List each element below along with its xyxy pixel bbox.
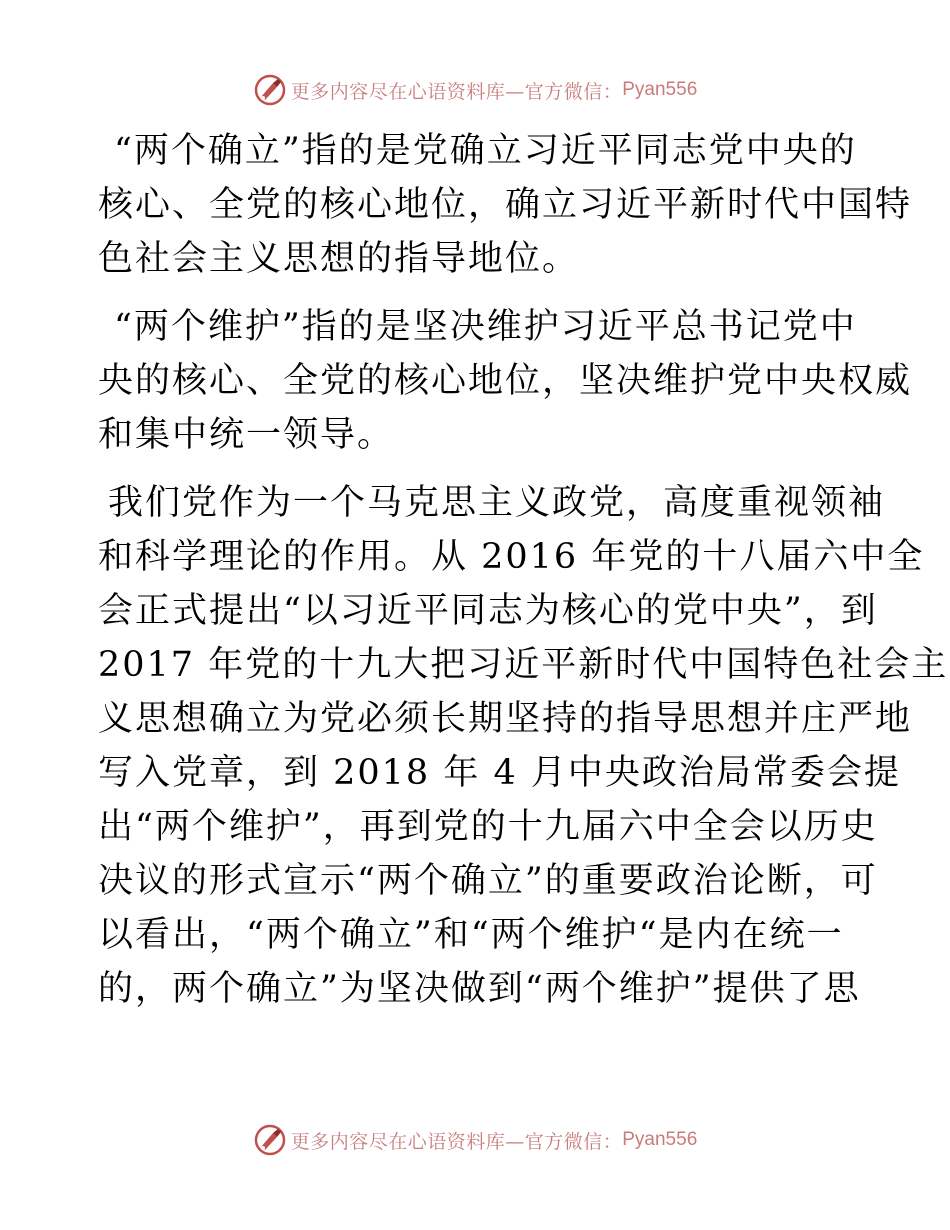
- pen-logo-icon: [253, 1123, 287, 1157]
- text-line: 决议的形式宣示“两个确立”的重要政治论断，可: [98, 861, 878, 901]
- pen-logo-icon: [253, 73, 287, 107]
- text-line: 和科学理论的作用。从 2016 年党的十八届六中全: [98, 537, 925, 577]
- watermark-handle: Pyan556: [622, 1129, 698, 1150]
- text-line: 义思想确立为党必须长期坚持的指导思想并庄严地: [98, 699, 913, 739]
- text-line: “两个维护”指的是坚决维护习近平总书记党中: [114, 307, 857, 347]
- text-line: 2017 年党的十九大把习近平新时代中国特色社会主: [98, 645, 949, 685]
- text-line: 核心、全党的核心地位，确立习近平新时代中国特: [98, 185, 913, 225]
- watermark-footer: [0, 1120, 950, 1160]
- text-line: 写入党章，到 2018 年 4 月中央政治局常委会提: [98, 753, 901, 793]
- text-line: 央的核心、全党的核心地位，坚决维护党中央权威: [98, 361, 913, 401]
- text-line: 会正式提出“以习近平同志为核心的党中央”，到: [98, 591, 878, 631]
- watermark-text: 更多内容尽在心语资料库—官方微信：: [290, 80, 623, 103]
- document-body: [98, 124, 949, 1016]
- text-line: 的，两个确立”为坚决做到“两个维护”提供了思: [98, 969, 861, 1009]
- watermark-handle: Pyan556: [622, 79, 698, 100]
- text-line: “两个确立”指的是党确立习近平同志党中央的: [114, 131, 857, 171]
- text-line: 出“两个维护”，再到党的十九届六中全会以历史: [98, 807, 878, 847]
- text-line: 和集中统一领导。: [98, 415, 395, 455]
- watermark-header: [0, 70, 950, 110]
- text-line: 以看出，“两个确立”和“两个维护“是内在统一: [98, 915, 844, 955]
- text-line: 我们党作为一个马克思主义政党，高度重视领袖: [108, 483, 886, 523]
- text-line: 色社会主义思想的指导地位。: [98, 239, 580, 279]
- watermark-text: 更多内容尽在心语资料库—官方微信：: [290, 1130, 623, 1153]
